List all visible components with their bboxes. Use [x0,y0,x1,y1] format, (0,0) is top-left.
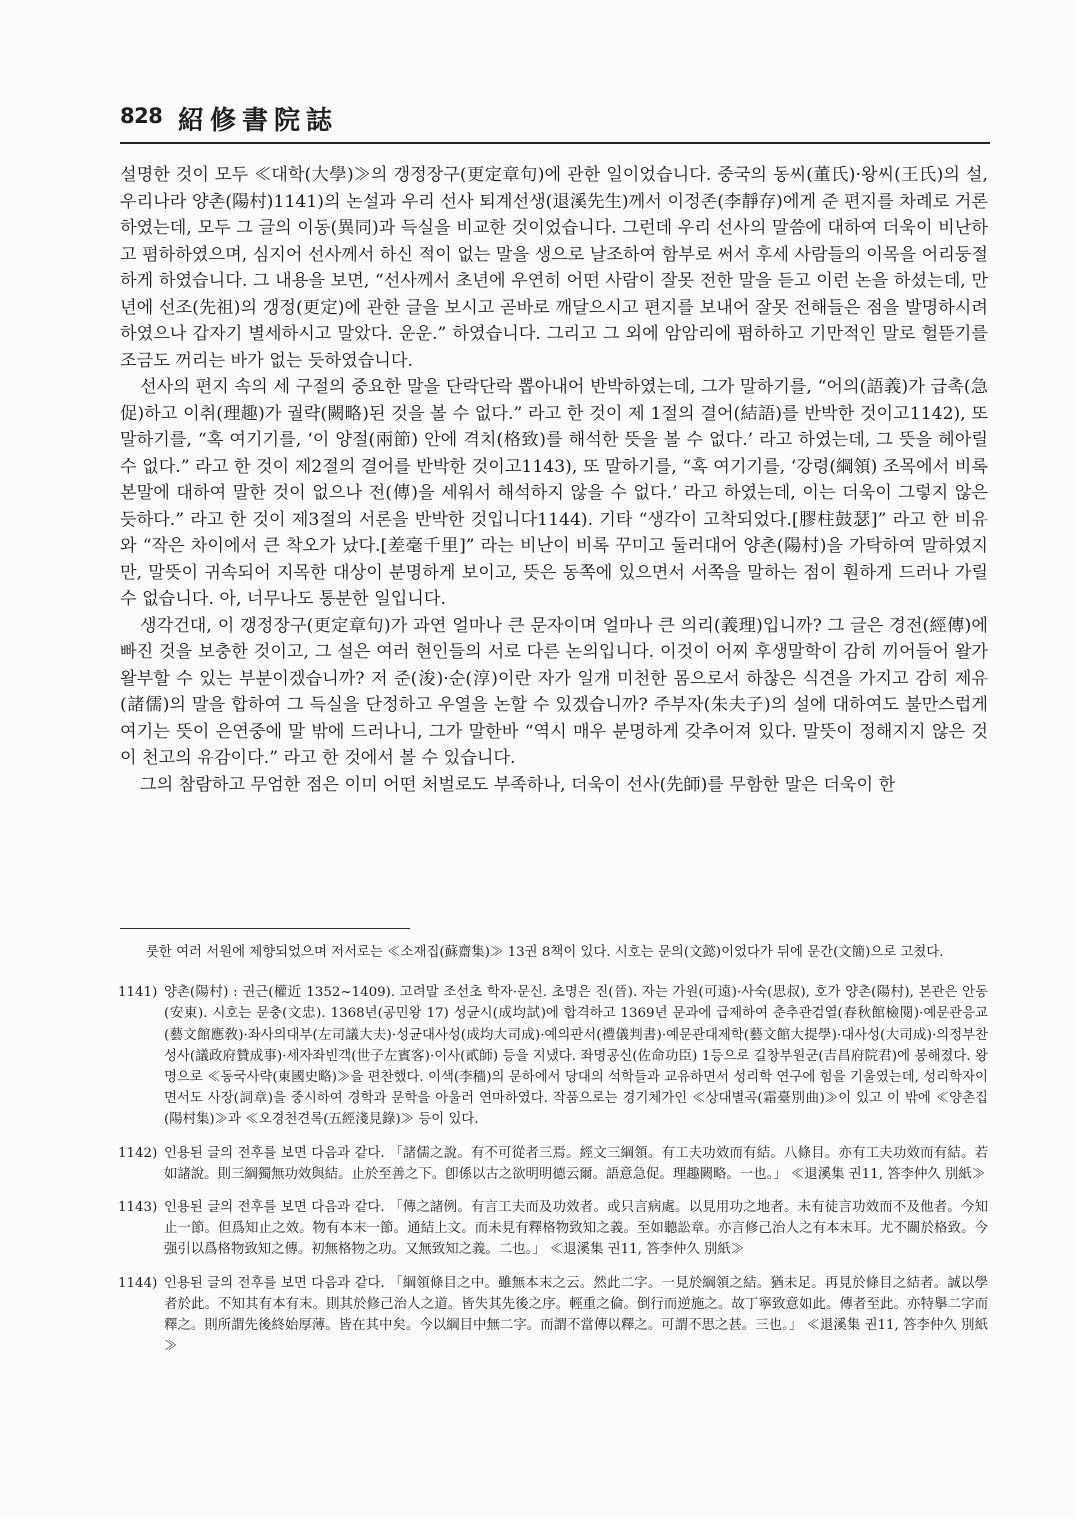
footnote-number: 1142) [118,1145,158,1161]
paragraph: 그의 참람하고 무엄한 점은 이미 어떤 처벌로도 부족하나, 더욱이 선사(先師)를 무함한 말은 더욱이 한 [140,774,896,795]
paragraph: 설명한 것이 모두 ≪대학(大學)≫의 갱정장구(更定章句)에 관한 일이었습니다. 중국의 동씨(董氏)·왕씨(王氏)의 설, 우리나라 양촌(陽村)1141)의 논설과 우리 선사 퇴계선생(退溪先生)께서 이정존(李靜存)에게 준 편지를 차례로 거론하였는데, 모두 그 글의 이동(異同)과 득실을 비교한 것이었습니다. 그런데 우리 선사의 말씀에 대하여 더욱이 비난하고 폄하하였으며, 심지어 선사께서 하신 적이 없는 말을 생으로 날조하여 함부로 써서 후세 사람들의 이목을 어리둥절하게 하였습니다. 그 내용을 보면, “선사께서 초년에 우연히 어떤 사람이 잘못 전한 말을 듣고 이런 논을 하셨는데, 만년에 선조(先祖)의 갱정(更定)에 관한 글을 보시고 곧바로 깨달으시고 편지를 보내어 잘못 전해들은 점을 발명하시려 하였으나 갑자기 별세하시고 말았다. 운운.” 하였습니다. 그리고 그 외에 암암리에 폄하하고 기만적인 말로 헐뜯기를 조금도 꺼리는 바가 없는 듯하였습니다. [120,165,988,371]
footnote-number: 1144) [118,1275,158,1291]
footnote-text: 인용된 글의 전후를 보면 다음과 같다. 「綱領條目之中。雖無本末之云。然此二字。一見於綱領之結。猶未足。再見於條目之結者。誠以學者於此。不知其有本有末。則其於修己治人之道。皆失其先後之序。輕重之倫。倒行而逆施之。故丁寧致意如此。傳者至此。亦特擧二字而釋之。則所謂先後終始厚薄。皆在其中矣。今以綱目中無二字。而謂不當傳以釋之。可謂不思之甚。三也。」 ≪退溪集 권11, 答李仲久 別紙≫ [164,1275,988,1355]
footnote [118,1143,988,1185]
footnotes [118,942,988,1369]
main-text [120,162,988,798]
footnote [118,982,988,1130]
footnote [118,1273,988,1358]
running-header [120,98,990,144]
paragraph: 생각건대, 이 갱정장구(更定章句)가 과연 얼마나 큰 문자이며 얼마나 큰 의리(義理)입니까? 그 글은 경전(經傳)에 빠진 것을 보충한 것이고, 그 설은 여러 현인들의 서로 다른 논의입니다. 이것이 어찌 후생말학이 감히 끼어들어 왈가왈부할 수 있는 부분이겠습니까? 저 준(浚)·순(淳)이란 자가 일개 미천한 몸으로서 하찮은 식견을 가지고 감히 제유(諸儒)의 말을 합하여 그 득실을 단정하고 우열을 논할 수 있겠습니까? 주부자(朱夫子)의 설에 대하여도 불만스럽게 여기는 뜻이 은연중에 말 밖에 드러나니, 그가 말한바 “역시 매우 분명하게 갖추어져 있다. 말뜻이 정해지지 않은 것이 천고의 유감이다.” 라고 한 것에서 볼 수 있습니다. [120,615,988,768]
footnote-separator [120,928,410,929]
page-number: 828 [120,104,163,128]
footnote-continuation: 룻한 여러 서원에 제향되었으며 저서로는 ≪소재집(蘇齋集)≫ 13권 8책이 있다. 시호는 문의(文懿)이었다가 뒤에 문간(文簡)으로 고쳤다. [146,945,944,960]
footnote-text: 인용된 글의 전후를 보면 다음과 같다. 「傳之諸例。有言工夫而及功效者。或只言病處。以見用功之地者。未有徒言功效而不及他者。今知止一節。但爲知止之效。物有本末一節。通結上文。而未見有釋格物致知之義。至如聽訟章。亦言修己治人之有本末耳。尤不關於格致。今强引以爲格物致知之傳。初無格物之功。又無致知之義。二也。」 ≪退溪集 권11, 答李仲久 別紙≫ [164,1200,988,1258]
book-title: 紹修書院誌 [178,106,339,136]
footnote-number: 1143) [118,1200,158,1216]
footnote [118,1197,988,1261]
footnote-text: 인용된 글의 전후를 보면 다음과 같다. 「諸儒之說。有不可從者三焉。經文三綱領。有工夫功效而有結。八條目。亦有工夫功效而有結。若如諸說。則三綱獨無功效與結。止於至善之下。卽係以古之欲明明德云爾。語意急促。理趣闕略。一也。」 ≪退溪集 권11, 答李仲久 別紙≫ [164,1145,988,1182]
footnote-number: 1141) [118,985,158,1001]
footnote-text: 양촌(陽村) : 권근(權近 1352~1409). 고려말 조선초 학자·문신. 초명은 진(晉). 자는 가원(可遠)·사숙(思叔), 호가 양촌(陽村), 본관은 안동(安東). 시호는 문충(文忠). 1368년(공민왕 17) 성균시(成均試)에 합격하고 1369년 문과에 급제하여 춘추관검열(春秋館檢閱)·예문관응교(藝文館應敎)·좌사의대부(左司議大夫)·성균대사성(成均大司成)·예의판서(禮儀判書)·예문관대제학(藝文館大提學)·대사성(大司成)·의정부찬성사(議政府贊成事)·세자좌빈객(世子左賓客)·이사(貳師) 등을 지냈다. 좌명공신(佐命功臣) 1등으로 길창부원군(吉昌府院君)에 봉해졌다. 왕명으로 ≪동국사략(東國史略)≫을 편찬했다. 이색(李穡)의 문하에서 당대의 석학들과 교유하면서 성리학 연구에 힘을 기울였는데, 성리학자이면서도 사장(詞章)을 중시하여 경학과 문학을 아울러 연마하였다. 작품으로는 경기체가인 ≪상대별곡(霜臺別曲)≫이 있고 이 밖에 ≪양촌집(陽村集)≫과 ≪오경천견록(五經淺見錄)≫ 등이 있다. [164,985,988,1128]
paragraph: 선사의 편지 속의 세 구절의 중요한 말을 단락단락 뽑아내어 반박하였는데, 그가 말하기를, “어의(語義)가 급촉(急促)하고 이취(理趣)가 궐략(闕略)된 것을 볼 수 없다.” 라고 한 것이 제 1절의 결어(結語)를 반박한 것이고1142), 또 말하기를, “혹 여기기를, ‘이 양절(兩節) 안에 격치(格致)를 해석한 뜻을 볼 수 없다.’ 라고 하였는데, 그 뜻을 헤아릴 수 없다.” 라고 한 것이 제2절의 결어를 반박한 것이고1143), 또 말하기를, “혹 여기기를, ‘강령(綱領) 조목에서 비록 본말에 대하여 말한 것이 없으나 전(傳)을 세워서 해석하지 않을 수 없다.’ 라고 하였는데, 이는 더욱이 그렇지 않은 듯하다.” 라고 한 것이 제3절의 서론을 반박한 것입니다1144). 기타 “생각이 고착되었다.[膠柱鼓瑟]” 라고 한 비유와 “작은 차이에서 큰 착오가 났다.[差毫千里]” 라는 비난이 비록 꾸미고 둘러대어 양촌(陽村)을 가탁하여 말하였지만, 말뜻이 귀속되어 지목한 대상이 분명하게 보이고, 뜻은 동쪽에 있으면서 서쪽을 말하는 점이 훤하게 드러나 가릴 수 없습니다. 아, 너무나도 통분한 일입니다. [120,377,988,609]
